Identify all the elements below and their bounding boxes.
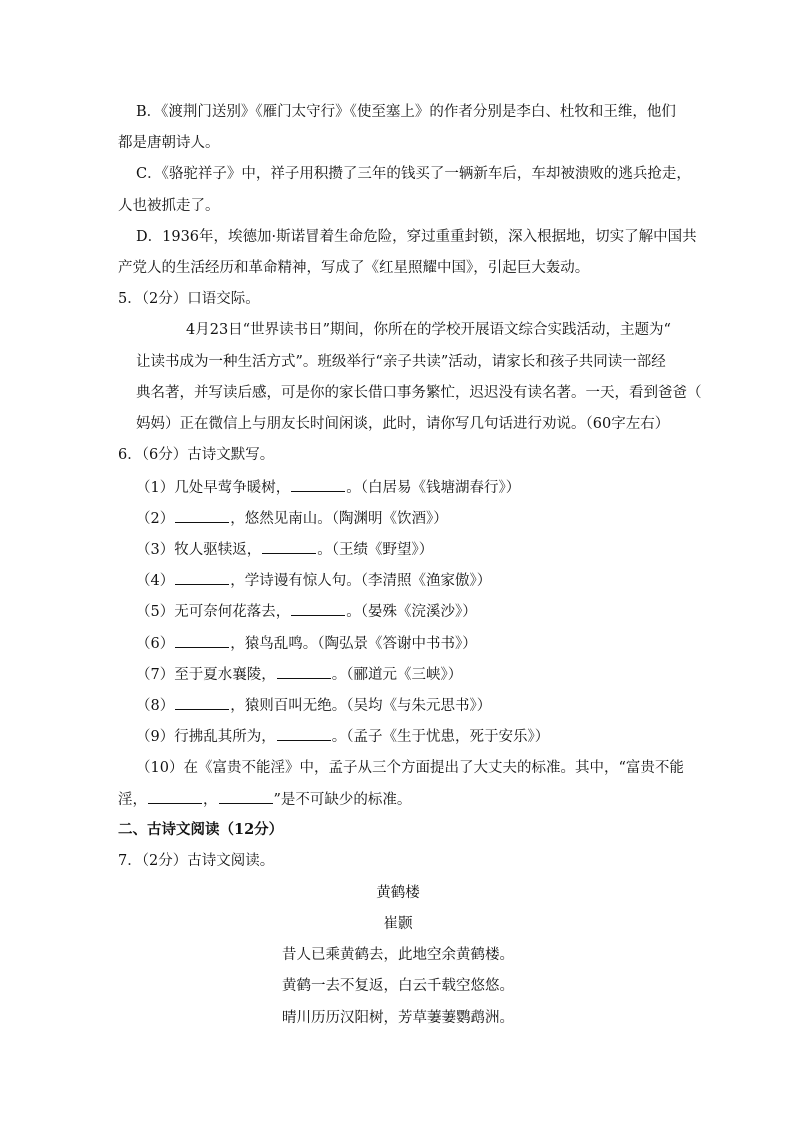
poem-item [136,695,696,715]
poem-author: 崔颢 [383,916,413,932]
answer-blank[interactable] [291,477,345,492]
poem-item-suffix: ，悠然见南山。（陶渊明《饮酒》） [230,511,448,527]
question-5-para-line2: 让读书成为一种生活方式”。班级举行“亲子共读”活动，请家长和孩子共同读一部经 [136,354,666,370]
option-c-line2: 人也被抓走了。 [118,198,220,214]
answer-blank[interactable] [219,789,273,804]
poem-item-prefix: （7）至于夏水襄陵， [136,667,276,683]
answer-blank[interactable] [277,726,331,741]
poem-item-suffix: 。（孟子《生于忧患，死于安乐》） [331,729,550,745]
poem-item-suffix: 。（王绩《野望》） [317,542,434,558]
poem-item-suffix: 。（郦道元《三峡》） [331,667,463,683]
question-6-heading: 6．（6分）古诗文默写。 [118,447,275,463]
question-7-heading: 7．（2分）古诗文阅读。 [118,853,275,869]
option-b-line1: B．《渡荆门送别》《雁门太守行》《使至塞上》的作者分别是李白、杜牧和王维，他们 [136,104,676,120]
answer-blank[interactable] [277,664,331,679]
answer-blank[interactable] [175,570,229,585]
item-10-suffix: ”是不可缺少的标准。 [273,792,412,808]
poem-item [136,539,696,559]
answer-blank[interactable] [175,508,229,523]
section-2-heading: 二、古诗文阅读（12分） [118,821,284,838]
poem-item-prefix: （3）牧人驱犊返， [136,542,262,558]
poem-item [136,664,696,684]
poem-line: 晴川历历汉阳树，芳草萋萋鹦鹉洲。 [282,1010,514,1026]
poem-item-prefix: （5）无可奈何花落去， [136,604,291,620]
poem-item-prefix: （1）几处早莺争暖树， [136,480,291,496]
poem-line: 昔人已乘黄鹤去，此地空余黄鹤楼。 [282,947,514,963]
question-5-para-line4: 妈妈）正在微信上与朋友长时间闲谈，此时，请你写几句话进行劝说。（60字左右） [136,416,670,432]
poem-item-suffix: ，猿则百叫无绝。（吴均《与朱元思书》） [230,698,492,714]
poem-item [136,570,696,590]
poem-title: 黄鹤楼 [376,885,420,901]
poem-item [136,477,696,497]
poem-item-prefix: （9）行拂乱其所为， [136,729,276,745]
option-d-line1: D．1936年，埃德加·斯诺冒着生命危险，穿过重重封锁，深入根据地，切实了解中国共 [136,229,697,245]
option-c-line1: C．《骆驼祥子》中，祥子用积攒了三年的钱买了一辆新车后，车却被溃败的逃兵抢走， [136,166,691,182]
poem-item-suffix: ，学诗谩有惊人句。（李清照《渔家傲》） [230,573,492,589]
item-10-line2 [118,789,678,809]
item-10-line1: （10）在《富贵不能淫》中，孟子从三个方面提出了大丈夫的标准。其中，“富贵不能 [136,760,684,776]
answer-blank[interactable] [175,695,229,710]
poem-item [136,508,696,528]
poem-item-prefix: （4） [136,573,175,589]
question-5-para-line3: 典名著，并写读后感，可是你的家长借口事务繁忙，迟迟没有读名著。一天，看到爸爸（ [136,385,702,401]
question-5-heading: 5．（2分）口语交际。 [118,291,260,307]
option-d-line2: 产党人的生活经历和革命精神，写成了《红星照耀中国》，引起巨大轰动。 [118,260,590,276]
poem-item [136,633,696,653]
poem-item [136,726,696,746]
poem-line: 黄鹤一去不复返，白云千载空悠悠。 [282,978,514,994]
poem-item-prefix: （6） [136,636,175,652]
option-b-line2: 都是唐朝诗人。 [118,135,220,151]
answer-blank[interactable] [291,601,345,616]
poem-item-prefix: （2） [136,511,175,527]
item-10-prefix: 淫， [118,792,147,808]
poem-item-suffix: 。（晏殊《浣溪沙》） [346,604,477,620]
poem-item-suffix: 。（白居易《钱塘湖春行》） [346,480,521,496]
poem-item-prefix: （8） [136,698,175,714]
answer-blank[interactable] [148,789,202,804]
poem-item-suffix: ，猿鸟乱鸣。（陶弘景《答谢中书书》） [230,636,477,652]
poem-item [136,601,696,621]
answer-blank[interactable] [262,539,316,554]
question-5-para-line1: 4月23日“世界读书日”期间，你所在的学校开展语文综合实践活动，主题为“ [186,322,671,338]
item-10-separator: ， [203,792,218,808]
answer-blank[interactable] [175,633,229,648]
